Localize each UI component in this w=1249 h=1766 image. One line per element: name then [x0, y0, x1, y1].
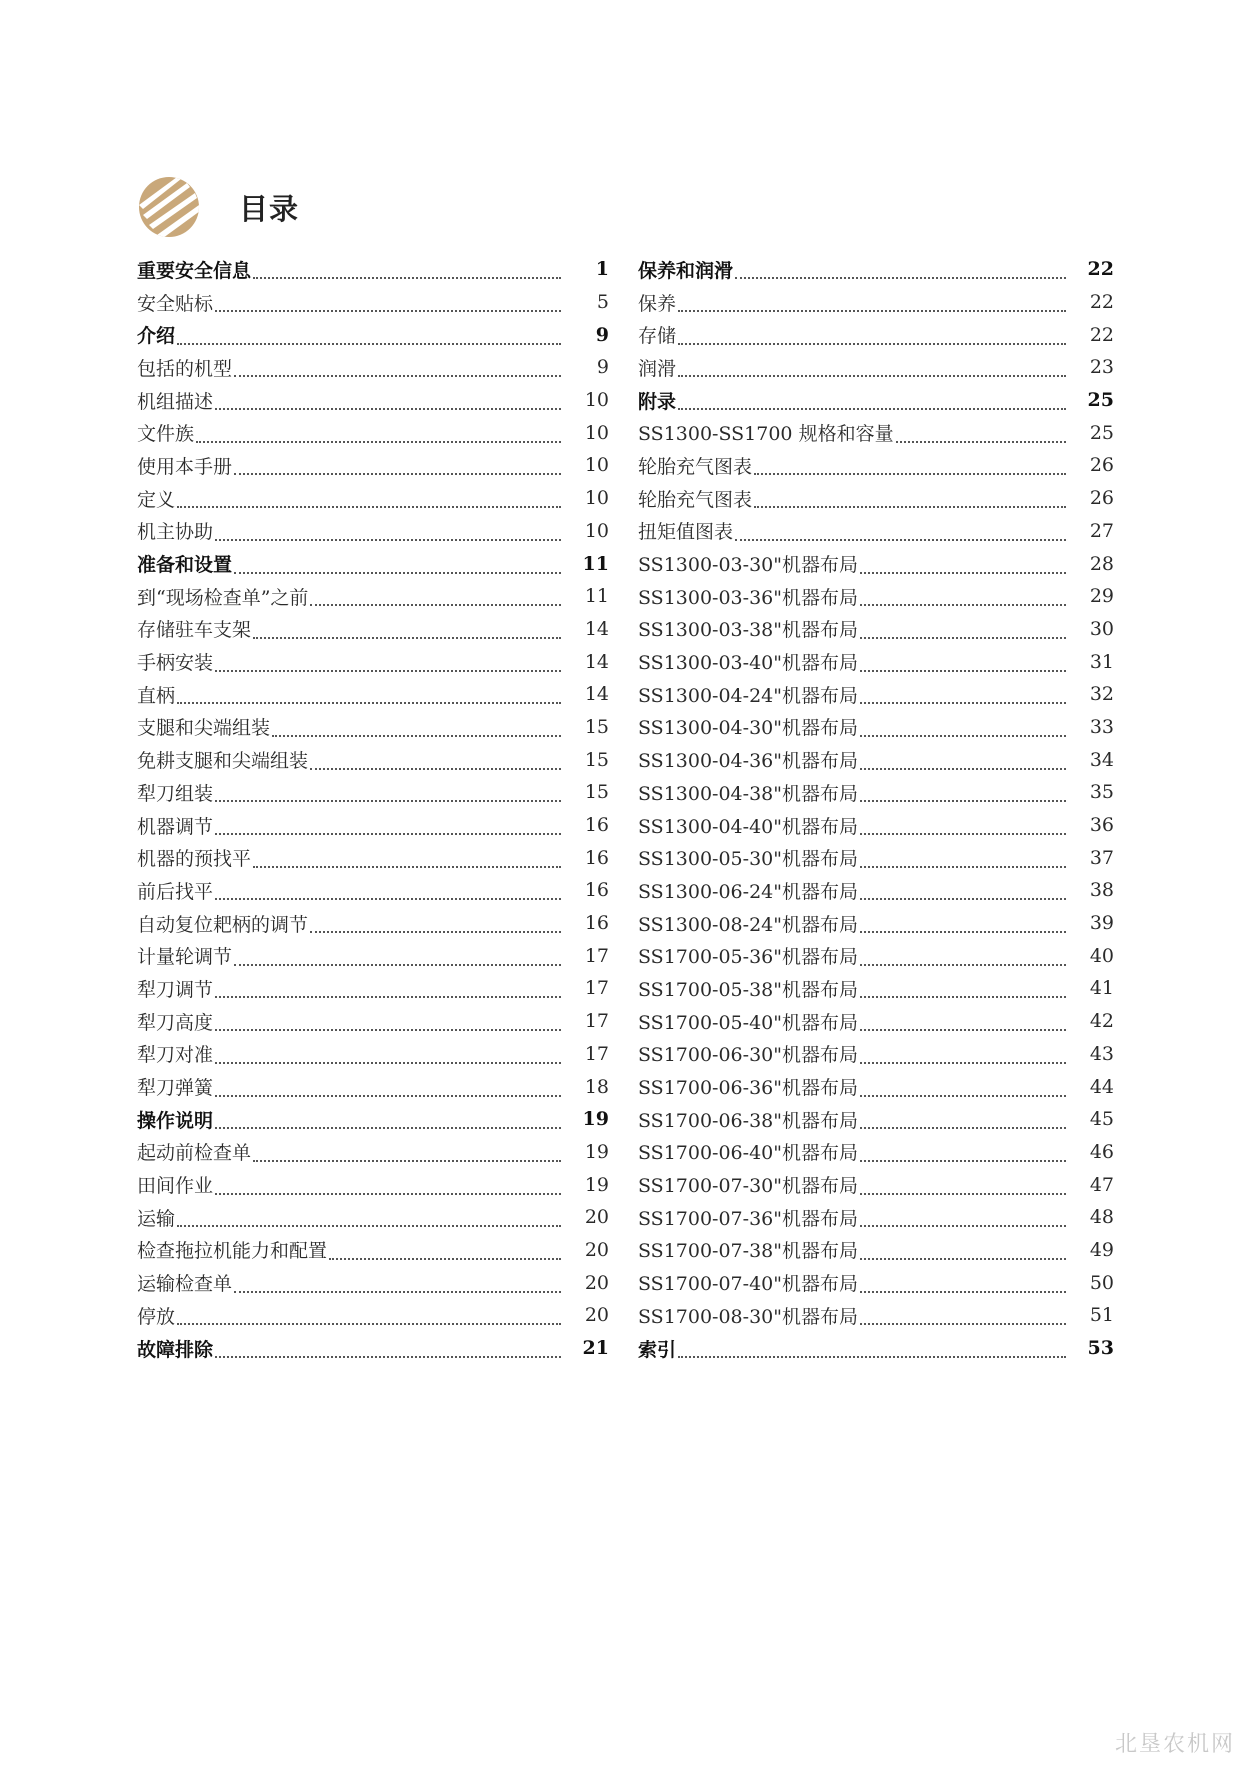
toc-entry-title: SS1300-03-36"机器布局 — [638, 586, 858, 609]
toc-section-entry[interactable] — [137, 547, 609, 580]
toc-page-number: 38 — [1089, 879, 1114, 902]
toc-entry-title: SS1300-04-24"机器布局 — [638, 684, 858, 707]
toc-entry-title: 操作说明 — [137, 1109, 214, 1132]
toc-entry-title: 润滑 — [638, 357, 677, 380]
toc-entry[interactable] — [137, 286, 609, 319]
toc-dot-leader — [215, 296, 561, 312]
toc-dot-leader — [215, 1081, 561, 1097]
toc-entry-title: 重要安全信息 — [137, 259, 252, 282]
toc-dot-leader — [860, 950, 1066, 966]
toc-entry-title: 机主协助 — [137, 521, 214, 544]
toc-dot-leader — [310, 917, 561, 933]
toc-page-number: 15 — [584, 781, 609, 804]
toc-entry-title: SS1700-06-38"机器布局 — [638, 1109, 858, 1132]
toc-section-entry[interactable] — [638, 384, 1114, 417]
toc-entry[interactable] — [638, 1201, 1114, 1234]
toc-page-number: 39 — [1089, 912, 1114, 935]
toc-entry[interactable] — [638, 449, 1114, 482]
toc-page-number: 5 — [596, 291, 609, 314]
toc-dot-leader — [215, 1179, 561, 1195]
toc-dot-leader — [215, 1015, 561, 1031]
toc-entry-title: SS1700-05-40"机器布局 — [638, 1011, 858, 1034]
toc-dot-leader — [177, 1309, 561, 1325]
toc-entry[interactable] — [638, 743, 1114, 776]
toc-entry[interactable] — [638, 678, 1114, 711]
toc-page-number: 10 — [584, 389, 609, 412]
toc-dot-leader — [860, 852, 1066, 868]
toc-page-number: 45 — [1089, 1108, 1114, 1131]
toc-dot-leader — [860, 982, 1066, 998]
toc-entry-title: SS1700-06-36"机器布局 — [638, 1077, 858, 1100]
toc-entry-title: 机组描述 — [137, 390, 214, 413]
toc-dot-leader — [678, 394, 1066, 410]
toc-dot-leader — [735, 263, 1066, 279]
toc-entry[interactable] — [137, 907, 609, 940]
toc-page-number: 35 — [1089, 781, 1114, 804]
toc-entry[interactable] — [137, 809, 609, 842]
toc-dot-leader — [215, 656, 561, 672]
toc-entry-title: 存储驻车支架 — [137, 619, 252, 642]
toc-page-number: 47 — [1089, 1173, 1114, 1196]
toc-dot-leader — [253, 623, 561, 639]
toc-entry-title: SS1700-07-30"机器布局 — [638, 1175, 858, 1198]
toc-entry-title: 到“现场检查单”之前 — [137, 586, 309, 609]
toc-entry[interactable] — [137, 1299, 609, 1332]
toc-page-number: 19 — [582, 1108, 609, 1131]
toc-entry[interactable] — [638, 1038, 1114, 1071]
toc-dot-leader — [253, 1146, 561, 1162]
toc-entry[interactable] — [137, 1266, 609, 1299]
toc-entry[interactable] — [638, 1005, 1114, 1038]
toc-dot-leader — [177, 329, 561, 345]
toc-entry[interactable] — [137, 449, 609, 482]
toc-dot-leader — [860, 623, 1066, 639]
toc-dot-leader — [177, 492, 561, 508]
toc-entry[interactable] — [137, 580, 609, 613]
toc-entry[interactable] — [638, 1266, 1114, 1299]
toc-page-number: 15 — [584, 748, 609, 771]
toc-dot-leader — [860, 721, 1066, 737]
toc-entry[interactable] — [638, 907, 1114, 940]
toc-page-number: 53 — [1087, 1337, 1114, 1360]
toc-page-number: 37 — [1089, 846, 1114, 869]
toc-entry[interactable] — [638, 416, 1114, 449]
toc-entry[interactable] — [638, 776, 1114, 809]
toc-page-number: 29 — [1089, 585, 1114, 608]
toc-entry-title: 犁刀对准 — [137, 1044, 214, 1067]
toc-page-number: 17 — [584, 977, 609, 1000]
toc-dot-leader — [215, 786, 561, 802]
toc-page-number: 25 — [1089, 421, 1114, 444]
toc-entry-title: 故障排除 — [137, 1338, 214, 1361]
toc-entry[interactable] — [638, 286, 1114, 319]
toc-page-number: 10 — [584, 519, 609, 542]
toc-entry-title: SS1700-08-30"机器布局 — [638, 1305, 858, 1328]
toc-entry[interactable] — [638, 1070, 1114, 1103]
toc-entry[interactable] — [137, 711, 609, 744]
toc-dot-leader — [860, 558, 1066, 574]
toc-entry-title: 犁刀弹簧 — [137, 1077, 214, 1100]
toc-dot-leader — [754, 459, 1066, 475]
toc-entry[interactable] — [137, 1005, 609, 1038]
toc-entry[interactable] — [638, 841, 1114, 874]
toc-entry-title: SS1300-SS1700 规格和容量 — [638, 423, 894, 446]
toc-entry[interactable] — [137, 1038, 609, 1071]
toc-page-number: 22 — [1089, 323, 1114, 346]
toc-entry-title: SS1700-05-38"机器布局 — [638, 978, 858, 1001]
toc-page-number: 22 — [1089, 291, 1114, 314]
toc-page-number: 31 — [1089, 650, 1114, 673]
toc-page-number: 44 — [1089, 1075, 1114, 1098]
toc-entry[interactable] — [638, 874, 1114, 907]
toc-entry[interactable] — [638, 1136, 1114, 1169]
toc-entry-title: SS1300-06-24"机器布局 — [638, 880, 858, 903]
toc-entry-title: SS1700-06-40"机器布局 — [638, 1142, 858, 1165]
toc-entry[interactable] — [638, 515, 1114, 548]
toc-entry[interactable] — [638, 809, 1114, 842]
toc-dot-leader — [860, 1081, 1066, 1097]
toc-dot-leader — [215, 525, 561, 541]
toc-dot-leader — [860, 1309, 1066, 1325]
toc-entry-title: 保养 — [638, 292, 677, 315]
toc-entry[interactable] — [137, 743, 609, 776]
toc-dot-leader — [860, 917, 1066, 933]
toc-dot-leader — [860, 656, 1066, 672]
toc-page-number: 14 — [584, 617, 609, 640]
toc-page-number: 41 — [1089, 977, 1114, 1000]
toc-page-number: 49 — [1089, 1238, 1114, 1261]
toc-entry-title: 计量轮调节 — [137, 946, 233, 969]
toc-dot-leader — [234, 459, 561, 475]
toc-entry[interactable] — [638, 351, 1114, 384]
toc-entry-title: 保养和润滑 — [638, 259, 734, 282]
toc-dot-leader — [860, 688, 1066, 704]
toc-entry-title: 轮胎充气图表 — [638, 455, 753, 478]
toc-page-number: 43 — [1089, 1042, 1114, 1065]
toc-entry[interactable] — [137, 1234, 609, 1267]
toc-dot-leader — [177, 1211, 561, 1227]
toc-page-number: 19 — [584, 1173, 609, 1196]
toc-dot-leader — [860, 1244, 1066, 1260]
toc-entry-title: 文件族 — [137, 423, 195, 446]
toc-entry[interactable] — [137, 645, 609, 678]
furrow-field-logo-icon — [137, 175, 201, 239]
toc-entry-title: SS1300-05-30"机器布局 — [638, 848, 858, 871]
toc-page-number: 17 — [584, 944, 609, 967]
toc-entry[interactable] — [638, 482, 1114, 515]
toc-entry[interactable] — [137, 1136, 609, 1169]
toc-page-number: 51 — [1089, 1304, 1114, 1327]
toc-entry-title: 运输 — [137, 1207, 176, 1230]
toc-page-number: 50 — [1089, 1271, 1114, 1294]
toc-page-number: 17 — [584, 1042, 609, 1065]
toc-dot-leader — [215, 884, 561, 900]
page-title: 目录 — [239, 191, 300, 226]
toc-page-number: 19 — [584, 1140, 609, 1163]
toc-page-number: 20 — [584, 1304, 609, 1327]
toc-dot-leader — [678, 329, 1066, 345]
toc-entry[interactable] — [137, 1168, 609, 1201]
toc-entry[interactable] — [137, 1070, 609, 1103]
toc-entry-title: SS1700-07-38"机器布局 — [638, 1240, 858, 1263]
toc-dot-leader — [860, 590, 1066, 606]
toc-entry-title: 包括的机型 — [137, 357, 233, 380]
toc-page-number: 20 — [584, 1271, 609, 1294]
toc-page-number: 46 — [1089, 1140, 1114, 1163]
toc-dot-leader — [860, 1048, 1066, 1064]
toc-page-number: 26 — [1089, 454, 1114, 477]
toc-page-number: 16 — [584, 814, 609, 837]
toc-page-number: 10 — [584, 421, 609, 444]
toc-entry-title: 停放 — [137, 1305, 176, 1328]
toc-entry[interactable] — [638, 613, 1114, 646]
toc-page-number: 26 — [1089, 487, 1114, 510]
toc-dot-leader — [215, 1048, 561, 1064]
toc-entry-title: SS1300-08-24"机器布局 — [638, 913, 858, 936]
toc-dot-leader — [860, 819, 1066, 835]
toc-page-number: 9 — [595, 323, 609, 346]
toc-entry[interactable] — [638, 939, 1114, 972]
toc-page-number: 16 — [584, 879, 609, 902]
toc-page-number: 21 — [582, 1337, 609, 1360]
toc-entry[interactable] — [137, 776, 609, 809]
toc-entry-title: 前后找平 — [137, 880, 214, 903]
toc-entry[interactable] — [638, 1299, 1114, 1332]
toc-entry[interactable] — [638, 1168, 1114, 1201]
toc-page-number: 1 — [595, 258, 609, 281]
toc-entry-title: SS1300-04-40"机器布局 — [638, 815, 858, 838]
toc-page-number: 20 — [584, 1206, 609, 1229]
toc-dot-leader — [754, 492, 1066, 508]
toc-page-number: 14 — [584, 683, 609, 706]
toc-dot-leader — [678, 1342, 1066, 1358]
toc-dot-leader — [196, 427, 561, 443]
toc-page-number: 10 — [584, 454, 609, 477]
toc-dot-leader — [310, 754, 561, 770]
toc-entry-title: 犁刀组装 — [137, 782, 214, 805]
toc-section-entry[interactable] — [137, 318, 609, 351]
toc-dot-leader — [860, 1146, 1066, 1162]
toc-page-number: 32 — [1089, 683, 1114, 706]
toc-entry-title: 索引 — [638, 1338, 677, 1361]
toc-dot-leader — [253, 852, 561, 868]
toc-entry-title: SS1300-04-30"机器布局 — [638, 717, 858, 740]
toc-entry[interactable] — [137, 972, 609, 1005]
toc-entry[interactable] — [137, 613, 609, 646]
toc-section-entry[interactable] — [137, 253, 609, 286]
toc-entry[interactable] — [638, 1103, 1114, 1136]
toc-dot-leader — [310, 590, 561, 606]
toc-entry[interactable] — [638, 318, 1114, 351]
toc-entry[interactable] — [638, 580, 1114, 613]
toc-page-number: 30 — [1089, 617, 1114, 640]
toc-page-number: 33 — [1089, 715, 1114, 738]
toc-dot-leader — [860, 786, 1066, 802]
toc-entry-title: SS1300-03-38"机器布局 — [638, 619, 858, 642]
toc-page-number: 27 — [1089, 519, 1114, 542]
toc-entry[interactable] — [137, 482, 609, 515]
toc-entry-title: SS1300-03-30"机器布局 — [638, 554, 858, 577]
toc-dot-leader — [678, 296, 1066, 312]
toc-dot-leader — [860, 884, 1066, 900]
toc-entry-title: 田间作业 — [137, 1175, 214, 1198]
toc-dot-leader — [860, 1015, 1066, 1031]
toc-page-number: 9 — [596, 356, 609, 379]
toc-entry-title: 扭矩值图表 — [638, 521, 734, 544]
toc-dot-leader — [234, 361, 561, 377]
toc-page-number: 15 — [584, 715, 609, 738]
toc-dot-leader — [215, 819, 561, 835]
toc-header — [137, 172, 299, 242]
toc-dot-leader — [329, 1244, 561, 1260]
toc-entry-title: 介绍 — [137, 325, 176, 348]
toc-dot-leader — [234, 1277, 561, 1293]
toc-dot-leader — [860, 1179, 1066, 1195]
toc-section-entry[interactable] — [137, 1103, 609, 1136]
toc-dot-leader — [860, 754, 1066, 770]
toc-dot-leader — [234, 558, 561, 574]
toc-page-number: 22 — [1087, 258, 1114, 281]
toc-page-number: 11 — [584, 585, 609, 608]
toc-entry-title: 手柄安装 — [137, 652, 214, 675]
toc-entry[interactable] — [638, 547, 1114, 580]
toc-entry-title: 定义 — [137, 488, 176, 511]
toc-entry-title: 起动前检查单 — [137, 1142, 252, 1165]
toc-entry[interactable] — [137, 1201, 609, 1234]
toc-entry[interactable] — [137, 841, 609, 874]
toc-entry[interactable] — [638, 711, 1114, 744]
toc-dot-leader — [860, 1211, 1066, 1227]
toc-entry-title: 支腿和尖端组装 — [137, 717, 271, 740]
toc-section-entry[interactable] — [638, 253, 1114, 286]
toc-entry-title: 准备和设置 — [137, 554, 233, 577]
toc-page-number: 18 — [584, 1075, 609, 1098]
toc-dot-leader — [678, 361, 1066, 377]
toc-dot-leader — [215, 982, 561, 998]
toc-page-number: 16 — [584, 846, 609, 869]
toc-entry[interactable] — [137, 515, 609, 548]
toc-page-number: 34 — [1089, 748, 1114, 771]
toc-dot-leader — [735, 525, 1066, 541]
toc-page-number: 25 — [1087, 389, 1114, 412]
toc-entry-title: SS1700-07-40"机器布局 — [638, 1273, 858, 1296]
toc-entry-title: SS1300-04-38"机器布局 — [638, 782, 858, 805]
toc-entry[interactable] — [137, 351, 609, 384]
toc-dot-leader — [253, 263, 561, 279]
toc-dot-leader — [860, 1113, 1066, 1129]
toc-dot-leader — [215, 1342, 561, 1358]
toc-right-column — [638, 253, 1114, 1364]
toc-entry-title: 检查拖拉机能力和配置 — [137, 1240, 328, 1263]
toc-entry-title: 机器的预找平 — [137, 848, 252, 871]
toc-page-number: 14 — [584, 650, 609, 673]
toc-dot-leader — [272, 721, 561, 737]
toc-entry-title: 安全贴标 — [137, 292, 214, 315]
toc-dot-leader — [215, 1113, 561, 1129]
toc-page-number: 36 — [1089, 814, 1114, 837]
toc-entry[interactable] — [137, 416, 609, 449]
toc-entry-title: 附录 — [638, 390, 677, 413]
toc-entry[interactable] — [137, 874, 609, 907]
toc-entry-title: 犁刀调节 — [137, 978, 214, 1001]
toc-page-number: 23 — [1089, 356, 1114, 379]
toc-dot-leader — [177, 688, 561, 704]
toc-entry[interactable] — [137, 384, 609, 417]
toc-page-number: 28 — [1089, 552, 1114, 575]
toc-entry-title: SS1700-05-36"机器布局 — [638, 946, 858, 969]
toc-entry-title: SS1300-03-40"机器布局 — [638, 652, 858, 675]
toc-dot-leader — [860, 1277, 1066, 1293]
toc-entry[interactable] — [638, 645, 1114, 678]
toc-page-number: 42 — [1089, 1010, 1114, 1033]
toc-section-entry[interactable] — [137, 1332, 609, 1365]
toc-dot-leader — [896, 427, 1066, 443]
toc-entry-title: 免耕支腿和尖端组装 — [137, 750, 309, 773]
toc-entry-title: SS1700-07-36"机器布局 — [638, 1207, 858, 1230]
toc-entry[interactable] — [137, 939, 609, 972]
toc-page-number: 11 — [582, 552, 609, 575]
toc-page-number: 10 — [584, 487, 609, 510]
toc-entry-title: 犁刀高度 — [137, 1011, 214, 1034]
site-watermark: 北垦农机网 — [1114, 1732, 1235, 1757]
toc-entry-title: SS1300-04-36"机器布局 — [638, 750, 858, 773]
toc-entry-title: 运输检查单 — [137, 1273, 233, 1296]
toc-page-number: 16 — [584, 912, 609, 935]
toc-entry-title: SS1700-06-30"机器布局 — [638, 1044, 858, 1067]
toc-page-number: 40 — [1089, 944, 1114, 967]
toc-page-number: 20 — [584, 1238, 609, 1261]
toc-dot-leader — [234, 950, 561, 966]
toc-section-entry[interactable] — [638, 1332, 1114, 1365]
toc-entry-title: 自动复位耙柄的调节 — [137, 913, 309, 936]
toc-entry-title: 直柄 — [137, 684, 176, 707]
toc-dot-leader — [215, 394, 561, 410]
toc-entry[interactable] — [638, 1234, 1114, 1267]
toc-entry-title: 机器调节 — [137, 815, 214, 838]
toc-entry[interactable] — [638, 972, 1114, 1005]
toc-entry[interactable] — [137, 678, 609, 711]
toc-page-number: 17 — [584, 1010, 609, 1033]
toc-left-column — [137, 253, 609, 1364]
toc-entry-title: 轮胎充气图表 — [638, 488, 753, 511]
toc-entry-title: 使用本手册 — [137, 455, 233, 478]
toc-page-number: 48 — [1089, 1206, 1114, 1229]
toc-entry-title: 存储 — [638, 325, 677, 348]
